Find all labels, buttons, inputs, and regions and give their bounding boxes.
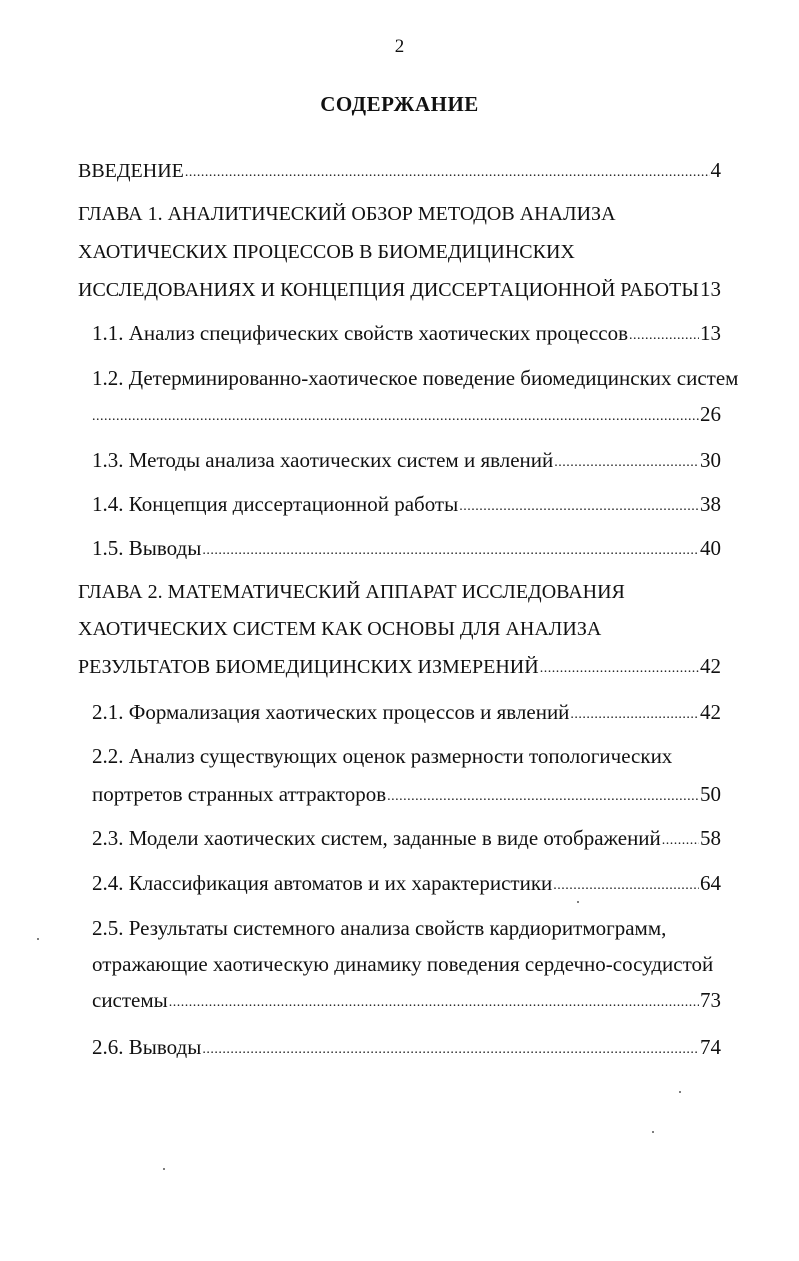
toc-entry-label: 2.6. Выводы bbox=[92, 1035, 202, 1059]
chapter2-title-line1[interactable]: ГЛАВА 2. МАТЕМАТИЧЕСКИЙ АППАРАТ ИССЛЕДОВАНИЯ bbox=[78, 581, 625, 603]
toc-page-number: 30 bbox=[700, 448, 721, 472]
toc-entry-label: 1.3. Методы анализа хаотических систем и явлений bbox=[92, 448, 554, 472]
toc-page-number: 42 bbox=[700, 700, 721, 724]
dot-leader bbox=[169, 987, 699, 1015]
toc-entry-2-5-label-line1[interactable]: 2.5. Результаты системного анализа свойств кардиоритмограмм, bbox=[92, 916, 667, 940]
toc-page-number: 50 bbox=[700, 782, 721, 806]
scan-speck bbox=[37, 938, 39, 940]
scan-speck bbox=[163, 1168, 165, 1170]
toc-page-number: 58 bbox=[700, 826, 721, 850]
toc-page-number: 64 bbox=[700, 871, 721, 895]
toc-entry-intro[interactable] bbox=[78, 158, 721, 186]
toc-page-number: 74 bbox=[700, 1035, 721, 1059]
chapter1-title-line3: ИССЛЕДОВАНИЯХ И КОНЦЕПЦИЯ ДИССЕРТАЦИОННОЙ РАБОТЫ bbox=[78, 279, 699, 301]
scan-speck bbox=[652, 1131, 654, 1133]
toc-entry-2-4[interactable] bbox=[92, 871, 721, 899]
toc-page-number: 40 bbox=[700, 536, 721, 560]
toc-entry-2-1[interactable] bbox=[92, 700, 721, 728]
page-number: 2 bbox=[394, 36, 405, 57]
dot-leader bbox=[387, 781, 699, 809]
toc-entry-label: 1.1. Анализ специфических свойств хаотических процессов bbox=[92, 321, 629, 345]
toc-entry-label: системы bbox=[92, 988, 168, 1012]
toc-page-number: 42 bbox=[700, 654, 721, 678]
toc-entry-1-5[interactable] bbox=[92, 536, 721, 564]
toc-entry-2-2[interactable] bbox=[92, 782, 721, 810]
toc-page-number: 4 bbox=[710, 158, 721, 182]
dot-leader bbox=[662, 825, 699, 853]
toc-page-number: 13 bbox=[700, 321, 721, 345]
toc-entry-2-3[interactable] bbox=[92, 826, 721, 854]
toc-entry-label: 2.3. Модели хаотических систем, заданные в виде отображений bbox=[92, 826, 661, 850]
toc-entry-1-4[interactable] bbox=[92, 492, 721, 520]
toc-entry-label: 2.4. Классификация автоматов и их характеристики bbox=[92, 871, 553, 895]
toc-entry-label: 1.4. Концепция диссертационной работы bbox=[92, 492, 459, 516]
toc-page-number: 73 bbox=[700, 988, 721, 1012]
toc-entry-label: ВВЕДЕНИЕ bbox=[78, 160, 184, 182]
dot-leader bbox=[202, 535, 699, 563]
toc-entry-1-3[interactable] bbox=[92, 448, 721, 476]
toc-page-number: 13 bbox=[700, 277, 721, 301]
dot-leader bbox=[459, 491, 699, 519]
toc-page-number: 38 bbox=[700, 492, 721, 516]
dot-leader bbox=[629, 320, 699, 348]
toc-entry-1-2-label[interactable]: 1.2. Детерминированно-хаотическое поведение биомедицинских систем bbox=[92, 366, 739, 390]
dot-leader bbox=[185, 157, 710, 185]
toc-entry-2-5-label-line2[interactable]: отражающие хаотическую динамику поведения сердечно-сосудистой bbox=[92, 952, 714, 976]
toc-entry-label: портретов странных аттракторов bbox=[92, 782, 387, 806]
toc-entry-1-1[interactable] bbox=[92, 321, 721, 349]
page-title: СОДЕРЖАНИЕ bbox=[320, 92, 479, 116]
dot-leader bbox=[570, 699, 699, 727]
dot-leader bbox=[553, 870, 699, 898]
dot-leader bbox=[92, 401, 699, 429]
toc-entry-2-6[interactable] bbox=[92, 1035, 721, 1063]
toc-entry-2-5[interactable] bbox=[92, 988, 721, 1016]
dot-leader bbox=[202, 1034, 699, 1062]
scan-speck bbox=[577, 901, 579, 903]
chapter1-title-line2[interactable]: ХАОТИЧЕСКИХ ПРОЦЕССОВ В БИОМЕДИЦИНСКИХ bbox=[78, 241, 575, 263]
dot-leader bbox=[554, 447, 699, 475]
toc-entry-1-2[interactable] bbox=[92, 402, 721, 430]
toc-entry-chapter2[interactable] bbox=[78, 654, 721, 682]
chapter2-title-line2[interactable]: ХАОТИЧЕСКИХ СИСТЕМ КАК ОСНОВЫ ДЛЯ АНАЛИЗА bbox=[78, 618, 602, 640]
dot-leader bbox=[540, 653, 699, 681]
toc-entry-chapter1[interactable] bbox=[78, 277, 721, 302]
toc-page-number: 26 bbox=[700, 402, 721, 426]
toc-entry-label: 1.5. Выводы bbox=[92, 536, 202, 560]
chapter1-title-line1[interactable]: ГЛАВА 1. АНАЛИТИЧЕСКИЙ ОБЗОР МЕТОДОВ АНАЛИЗА bbox=[78, 203, 616, 225]
scan-speck bbox=[679, 1091, 681, 1093]
toc-entry-label: 2.1. Формализация хаотических процессов и явлений bbox=[92, 700, 570, 724]
chapter2-title-line3: РЕЗУЛЬТАТОВ БИОМЕДИЦИНСКИХ ИЗМЕРЕНИЙ bbox=[78, 656, 539, 678]
toc-entry-2-2-label[interactable]: 2.2. Анализ существующих оценок размерности топологических bbox=[92, 744, 673, 768]
